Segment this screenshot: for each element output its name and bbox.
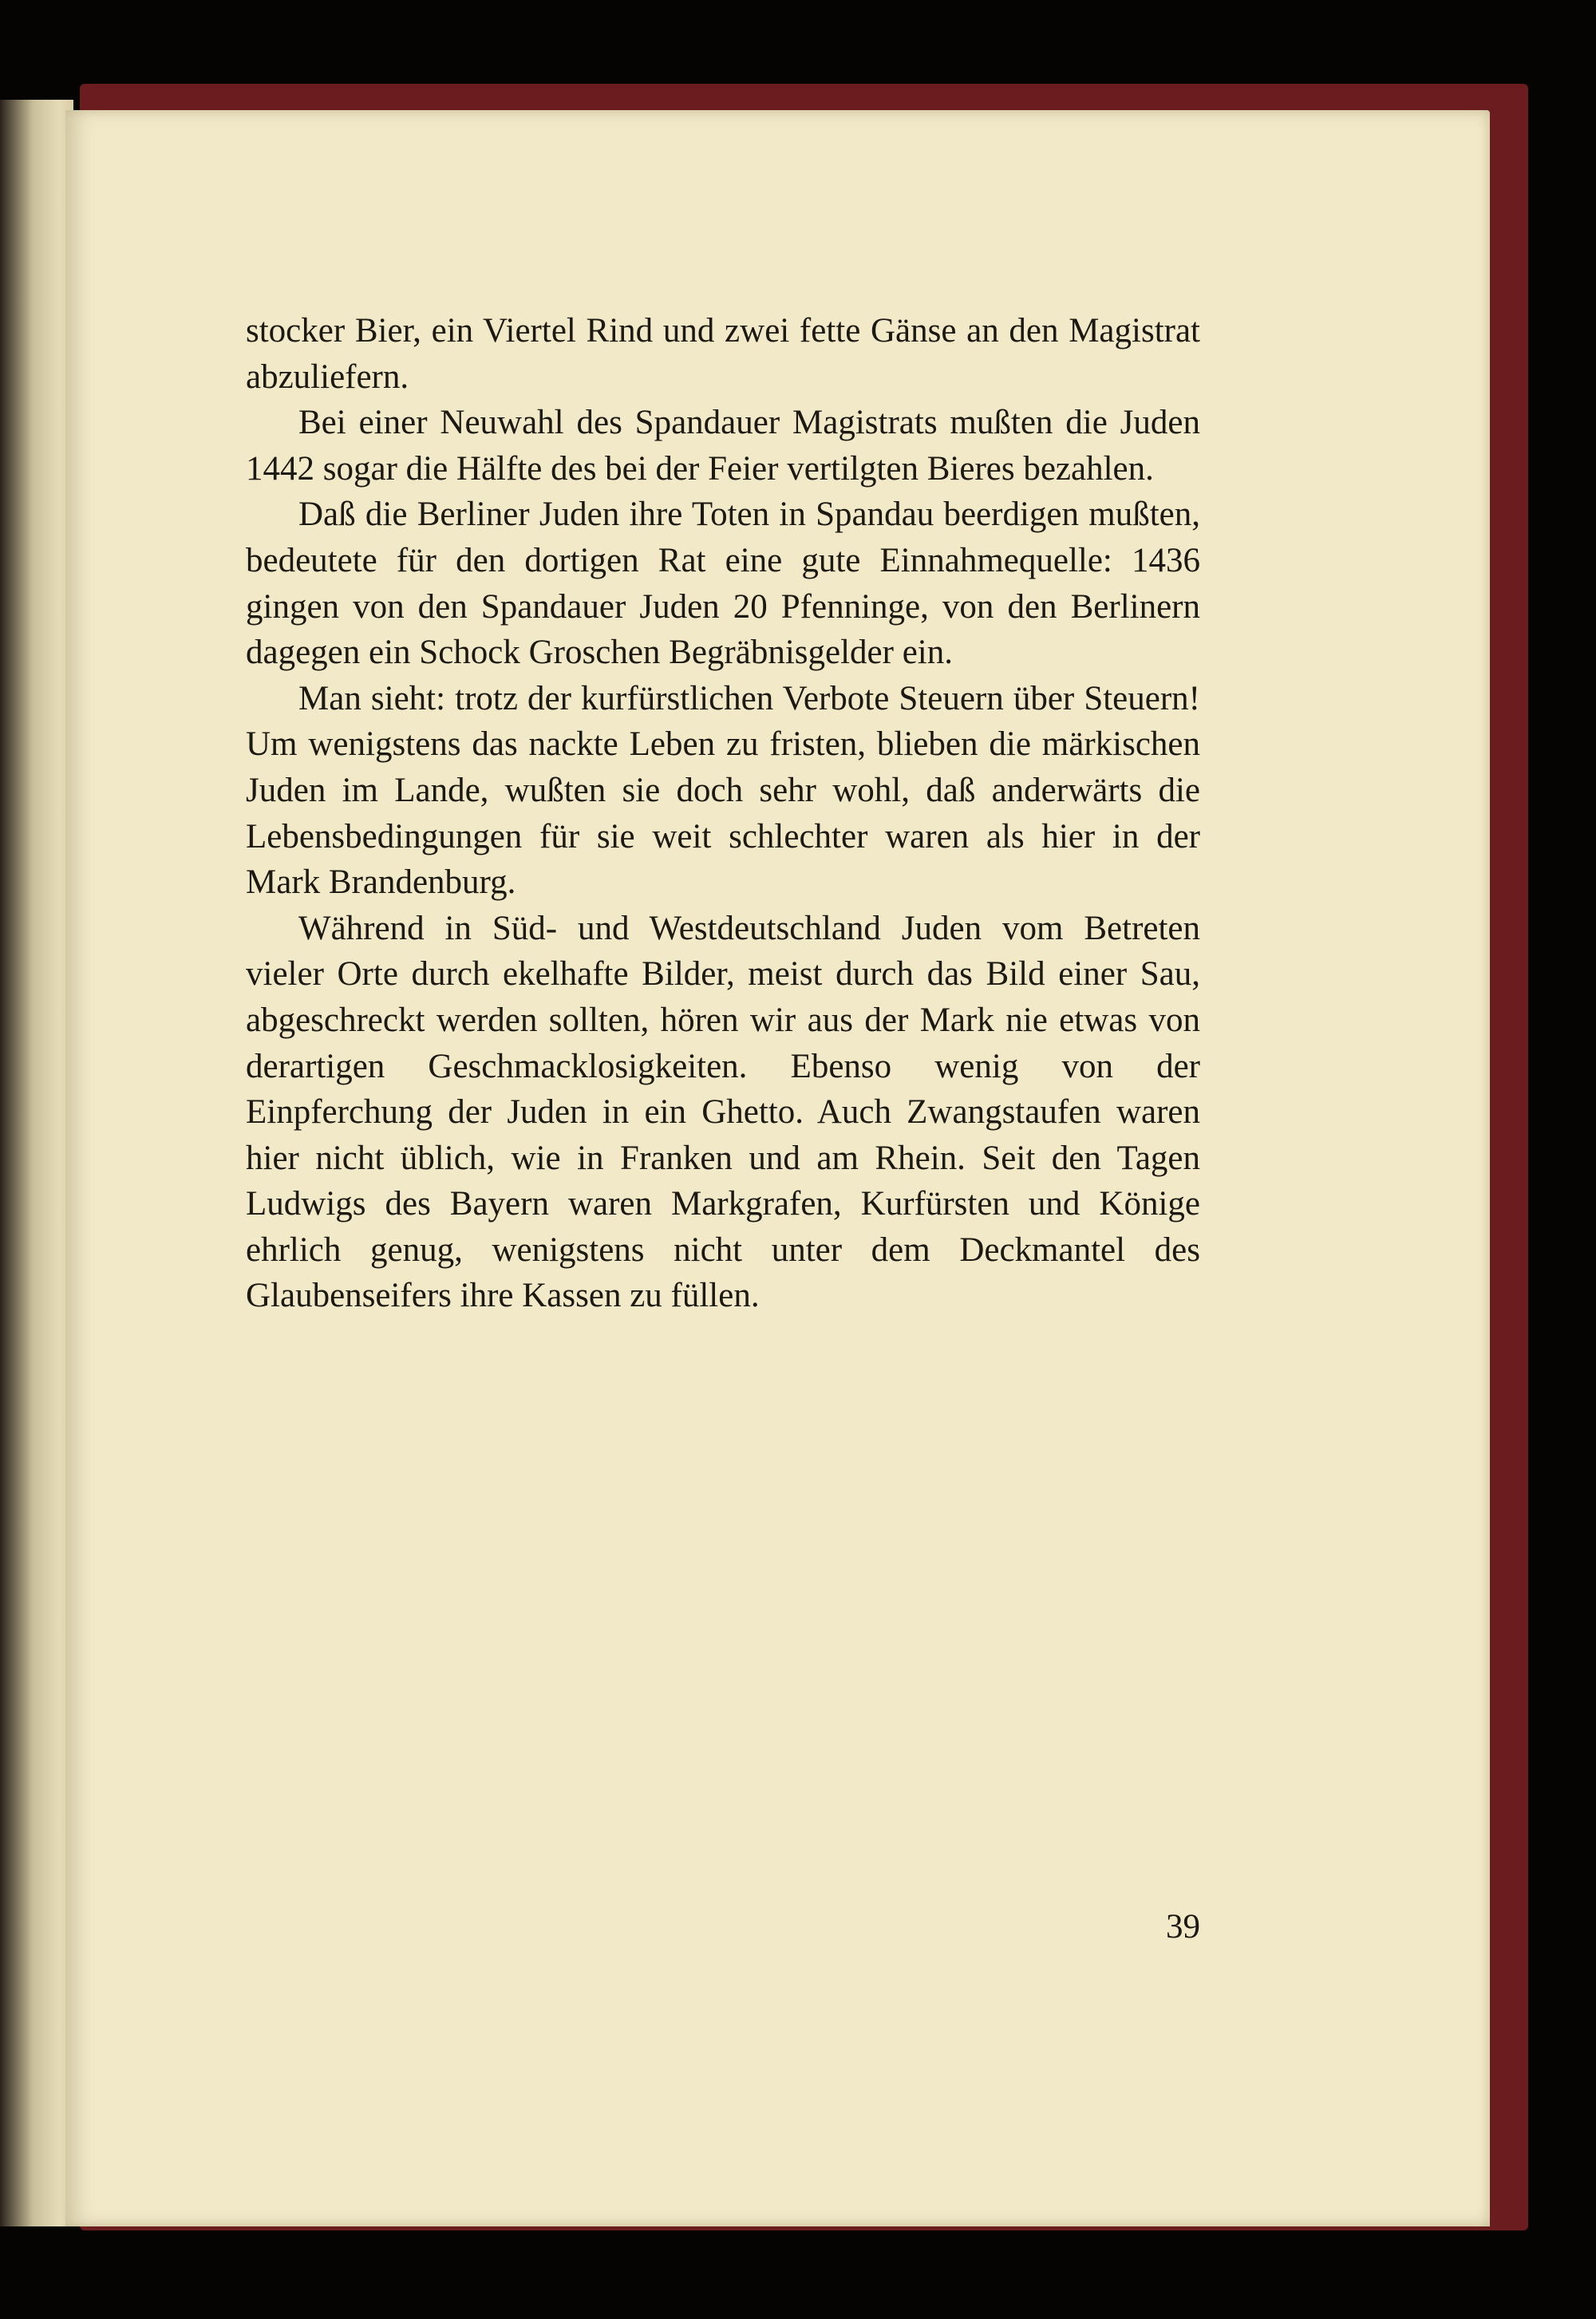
paragraph: Bei einer Neuwahl des Spandauer Magistrats mußten die Juden 1442 sogar die Hälfte des bei der Feier vertilgten Bieres bezahlen. bbox=[246, 404, 1200, 488]
paragraph: Daß die Berliner Juden ihre Toten in Spandau beerdigen mußten, bedeutete für den dortigen Rat eine gute Einnahmequelle: 1436 gingen von den Spandauer Juden 20 Pfenninge, von den Berlinern dagegen ein Schock Groschen Begräbnisgelder ein. bbox=[246, 496, 1200, 672]
paragraph: Während in Süd- und Westdeutschland Juden vom Betreten vieler Orte durch ekelhafte Bilder, meist durch das Bild einer Sau, abgeschreckt werden sollten, hören wir aus der Mark nie etwas von derartigen Geschmacklosigkeiten. Ebenso wenig von der Einpferchung der Juden in ein Ghetto. Auch Zwangstaufen waren hier nicht üblich, wie in Franken und am Rhein. Seit den Tagen Ludwigs des Bayern waren Markgrafen, Kurfürsten und Könige ehrlich genug, wenigstens nicht unter dem Deckmantel des Glaubenseifers ihre Kassen zu füllen. bbox=[246, 909, 1200, 1315]
book-page bbox=[65, 110, 1490, 2226]
page-number: 39 bbox=[1166, 1908, 1200, 1946]
body-text bbox=[246, 308, 1200, 1319]
paragraph: Man sieht: trotz der kurfürstlichen Verbote Steuern über Steuern! Um wenigstens das nackte Leben zu fristen, blieben die märkischen Juden im Lande, wußten sie doch sehr wohl, daß anderwärts die Lebensbedingungen für sie weit schlechter waren als hier in der Mark Brandenburg. bbox=[246, 679, 1200, 902]
book-spine bbox=[0, 100, 73, 2226]
paragraph-continuation: stocker Bier, ein Viertel Rind und zwei fette Gänse an den Magistrat abzuliefern. bbox=[246, 312, 1200, 396]
